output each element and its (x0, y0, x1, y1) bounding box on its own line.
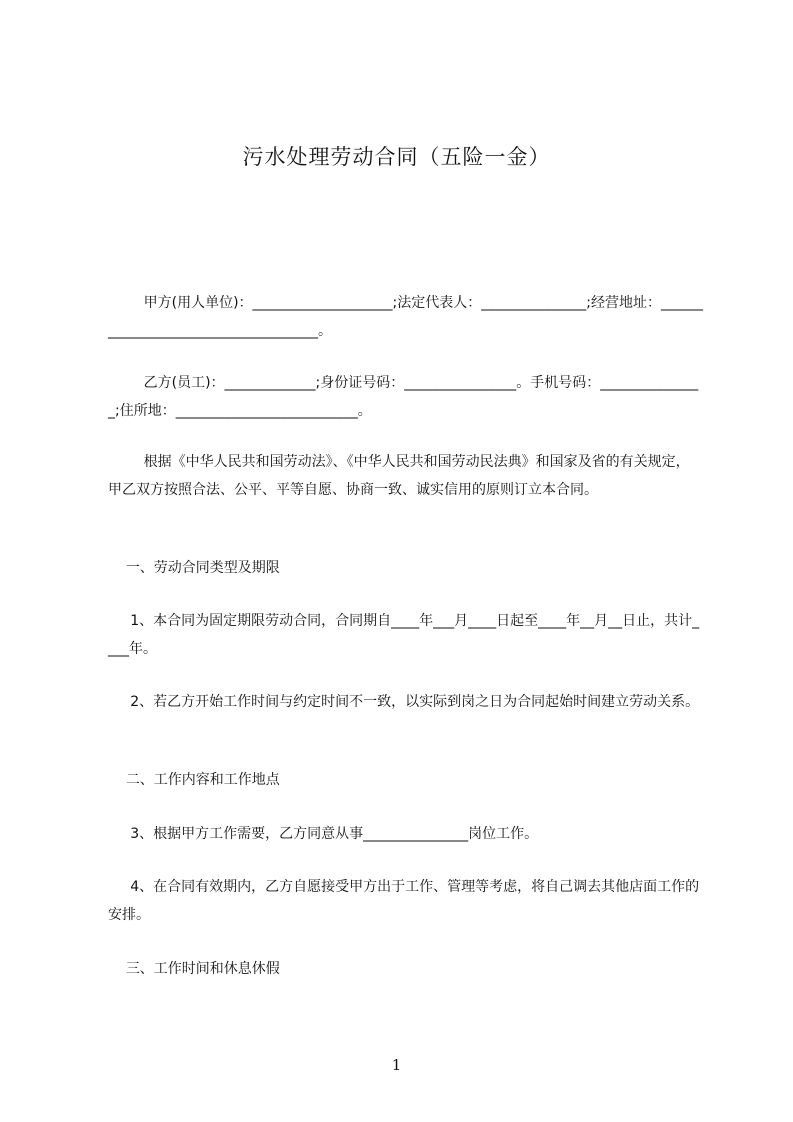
party-a-info: 甲方(用人单位)：____________________;法定代表人：_______________;经营地址：____________________________________。 (108, 295, 703, 339)
legal-basis-paragraph: 根据《中华人民共和国劳动法》、《中华人民共和国劳动民法典》和国家及省的有关规定，甲乙双方按照合法、公平、平等自愿、协商一致、诚实信用的原则订立本合同。 (108, 454, 690, 498)
section-heading-work-hours: 三、工作时间和休息休假 (108, 961, 280, 977)
clause-3: 3、根据甲方工作需要，乙方同意从事_______________岗位工作。 (108, 826, 539, 842)
section-heading-work-content: 二、工作内容和工作地点 (108, 772, 280, 788)
clause-2: 2、若乙方开始工作时间与约定时间不一致，以实际到岗之日为合同起始时间建立劳动关系。 (108, 694, 700, 710)
clause-1: 1、本合同为固定期限劳动合同，合同期自____年___月____日起至____年__月__日止，共计____年。 (108, 613, 700, 657)
clause-4: 4、在合同有效期内，乙方自愿接受甲方出于工作、管理等考虑，将自己调去其他店面工作的安排。 (108, 879, 700, 923)
party-b-info: 乙方(员工)：_____________;身份证号码：________________。手机号码：_______________;住所地：__________________________。 (108, 375, 699, 419)
document-title: 污水处理劳动合同（五险一金） (242, 145, 551, 169)
section-heading-contract-type: 一、劳动合同类型及期限 (108, 560, 280, 576)
page-number: 1 (391, 1056, 402, 1074)
